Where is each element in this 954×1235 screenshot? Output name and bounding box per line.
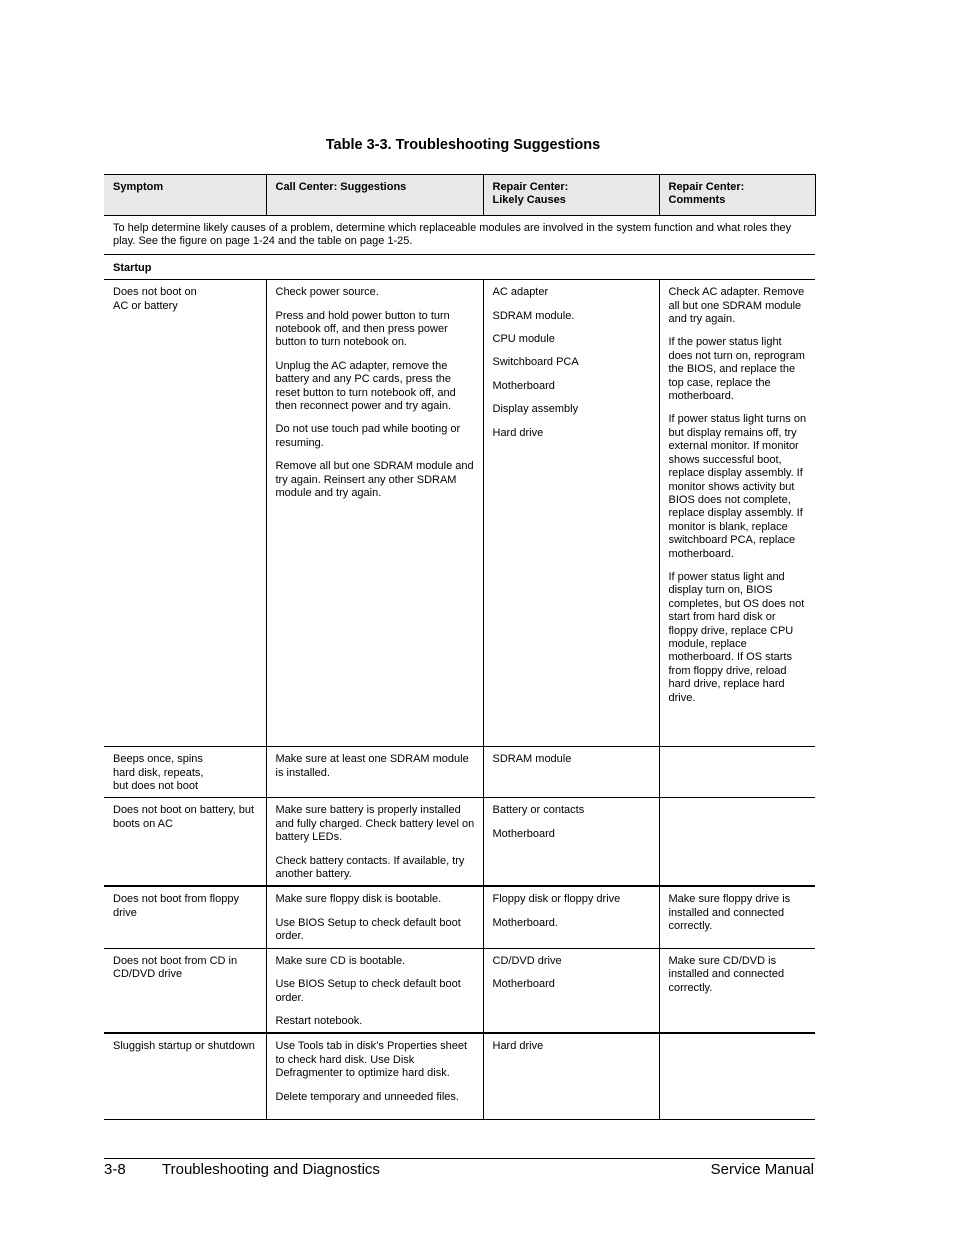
symptom-line: Beeps once, spins	[113, 753, 203, 766]
causes-cell	[483, 886, 659, 948]
cause: Switchboard PCA	[492, 356, 579, 369]
header-likely-causes	[483, 175, 659, 216]
suggestion: Remove all but one SDRAM module and try again. Reinsert any other SDRAM module and try again.	[275, 460, 474, 500]
footer-rule	[104, 1158, 815, 1159]
suggestion: Check power source.	[275, 286, 379, 299]
cause: CD/DVD drive	[492, 954, 562, 967]
symptom-line: Does not boot from floppy drive	[113, 893, 239, 919]
footer-book-title: Service Manual	[710, 1161, 814, 1178]
symptom-line: AC or battery	[113, 299, 178, 312]
suggestion: Use Tools tab in disk’s Properties sheet to check hard disk. Use Disk Defragmenter to optimize hard disk.	[275, 1040, 468, 1080]
cause: Hard drive	[492, 1040, 544, 1053]
suggestions-cell	[266, 747, 483, 798]
section-row	[104, 254, 815, 279]
suggestion: Restart notebook.	[275, 1014, 363, 1027]
cause: Motherboard	[492, 827, 555, 840]
suggestions-cell	[266, 886, 483, 948]
table-row	[104, 948, 815, 1033]
symptom-line: hard disk, repeats,	[113, 766, 204, 779]
header-line: Repair Center:	[492, 181, 569, 193]
symptom-cell	[104, 1033, 266, 1119]
suggestion: Press and hold power button to turn notebook off, and then press power button to turn notebook on.	[275, 309, 450, 349]
suggestion: Make sure battery is properly installed and fully charged. Check battery level on battery LEDs.	[275, 804, 475, 844]
table-row	[104, 886, 815, 948]
troubleshooting-table	[104, 174, 816, 1120]
symptom-cell	[104, 798, 266, 887]
causes-cell	[483, 948, 659, 1033]
causes-cell	[483, 1033, 659, 1119]
intro-text: To help determine likely causes of a problem, determine which replaceable modules are involved in the system function and what roles they play. See the figure on page 1-24 and the table on page 1-25.	[104, 216, 815, 255]
suggestions-cell	[266, 1033, 483, 1119]
comments-cell	[659, 948, 815, 1033]
cause: Motherboard	[492, 978, 555, 991]
comments-cell	[659, 798, 815, 887]
comments-cell	[659, 886, 815, 948]
suggestion: Use BIOS Setup to check default boot order.	[275, 978, 461, 1004]
suggestion: Make sure at least one SDRAM module is installed.	[275, 753, 469, 779]
symptom-line: Does not boot on battery, but boots on AC	[113, 804, 255, 830]
suggestions-cell	[266, 948, 483, 1033]
suggestion: Check battery contacts. If available, try another battery.	[275, 854, 465, 881]
comments-cell	[659, 747, 815, 798]
symptom-line: Does not boot from CD in CD/DVD drive	[113, 954, 238, 981]
symptom-line: Does not boot on	[113, 286, 197, 299]
suggestions-cell	[266, 280, 483, 747]
suggestion: Unplug the AC adapter, remove the battery and any PC cards, press the reset button to turn notebook off, and then reconnect power and try again.	[275, 359, 456, 413]
footer-page-number: 3-8	[104, 1161, 126, 1178]
table-row	[104, 747, 815, 798]
suggestion: Make sure CD is bootable.	[275, 954, 406, 967]
symptom-line: but does not boot	[113, 780, 199, 793]
header-symptom	[104, 175, 266, 216]
footer-chapter-title: Troubleshooting and Diagnostics	[162, 1161, 380, 1178]
symptom-cell	[104, 948, 266, 1033]
suggestion: Make sure floppy disk is bootable.	[275, 893, 442, 906]
comment: Make sure floppy drive is installed and connected correctly.	[668, 893, 791, 933]
comment: If power status light and display turn on, BIOS completes, but OS does not start from hard disk or floppy drive, replace CPU module, replace motherboard. If OS starts from floppy drive, reload hard drive, replace hard drive.	[668, 570, 805, 704]
cause: Floppy disk or floppy drive	[492, 893, 621, 906]
suggestion: Use BIOS Setup to check default boot order.	[275, 916, 461, 943]
suggestions-cell	[266, 798, 483, 887]
comment: If power status light turns on but display remains off, try external monitor. If monitor shows successful boot, replace display assembly. If monitor shows activity but BIOS does not complete, replace display assembly. If monitor is blank, replace switchboard PCA, replace motherboard.	[668, 413, 807, 560]
intro-row	[104, 216, 815, 255]
cause: AC adapter	[492, 286, 549, 299]
header-line: Comments	[668, 194, 726, 207]
causes-cell	[483, 280, 659, 747]
cause: Motherboard	[492, 379, 555, 392]
header-row	[104, 175, 815, 216]
header-line: Call Center: Suggestions	[275, 181, 407, 193]
causes-cell	[483, 798, 659, 887]
cause: Battery or contacts	[492, 804, 585, 817]
cause: Motherboard.	[492, 916, 558, 929]
comment: If the power status light does not turn on, reprogram the BIOS, and replace the top case, replace the motherboard.	[668, 336, 805, 403]
table-row	[104, 280, 815, 747]
header-line: Symptom	[113, 181, 164, 193]
suggestion: Delete temporary and unneeded files.	[275, 1090, 459, 1103]
cause: SDRAM module.	[492, 309, 575, 322]
cause: SDRAM module	[492, 753, 572, 766]
header-line: Likely Causes	[492, 194, 566, 207]
comment: Make sure CD/DVD is installed and connected correctly.	[668, 954, 785, 994]
comments-cell	[659, 1033, 815, 1119]
table-row	[104, 798, 815, 887]
symptom-cell	[104, 280, 266, 747]
causes-cell	[483, 747, 659, 798]
symptom-cell	[104, 747, 266, 798]
header-comments	[659, 175, 815, 216]
header-line: Repair Center:	[668, 181, 745, 193]
header-call-center-suggestions	[266, 175, 483, 216]
symptom-line: Sluggish startup or shutdown	[113, 1040, 255, 1053]
comments-cell	[659, 280, 815, 747]
symptom-cell	[104, 886, 266, 948]
table-caption: Table 3-3. Troubleshooting Suggestions	[325, 137, 601, 153]
cause: CPU module	[492, 333, 555, 346]
table-row	[104, 1033, 815, 1119]
comment: Check AC adapter. Remove all but one SDRAM module and try again.	[668, 286, 805, 326]
cause: Hard drive	[492, 426, 544, 439]
cause: Display assembly	[492, 403, 579, 416]
suggestion: Do not use touch pad while booting or resuming.	[275, 423, 461, 449]
section-title: Startup	[104, 254, 815, 279]
